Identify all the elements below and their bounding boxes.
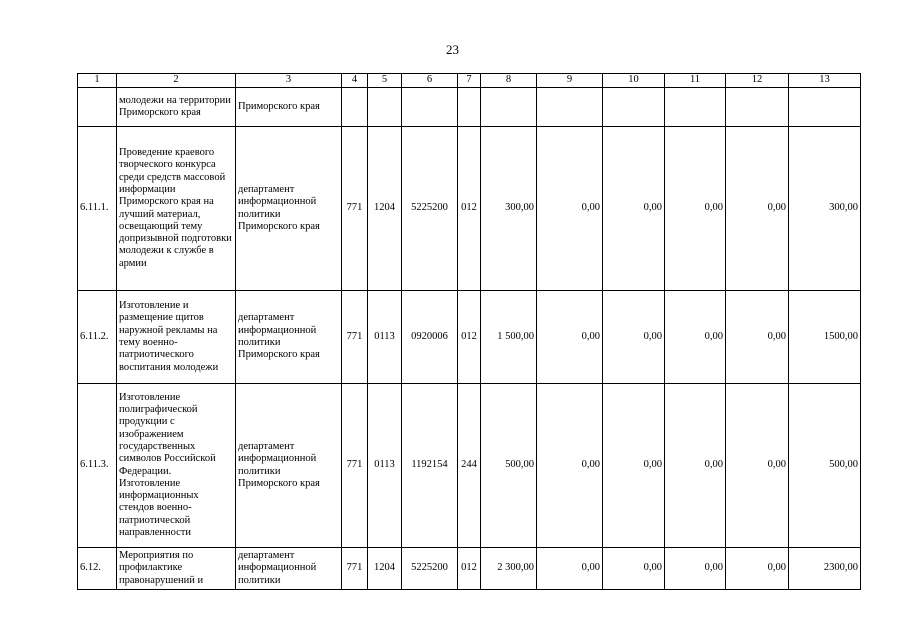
row-c10: 0,00	[603, 384, 665, 548]
row-executor: Приморского края	[236, 88, 342, 127]
budget-table	[77, 73, 861, 590]
table-row	[78, 127, 861, 291]
row-c9: 0,00	[537, 291, 603, 384]
column-header: 7	[458, 74, 481, 88]
row-executor: департамент информационной политики Приморского края	[236, 384, 342, 548]
row-c7	[458, 88, 481, 127]
row-c8	[481, 88, 537, 127]
column-header: 6	[402, 74, 458, 88]
row-c10	[603, 88, 665, 127]
row-c5: 1204	[368, 548, 402, 590]
row-code	[78, 88, 117, 127]
row-c13: 300,00	[789, 127, 861, 291]
row-c13	[789, 88, 861, 127]
row-c10: 0,00	[603, 548, 665, 590]
row-c6	[402, 88, 458, 127]
column-header: 12	[726, 74, 789, 88]
page-number: 23	[446, 42, 459, 57]
row-c6: 5225200	[402, 127, 458, 291]
row-c7: 012	[458, 548, 481, 590]
row-code: 6.12.	[78, 548, 117, 590]
row-name: Мероприятия по профилактике правонарушений и	[117, 548, 236, 590]
column-header: 13	[789, 74, 861, 88]
row-c12	[726, 88, 789, 127]
row-c12: 0,00	[726, 384, 789, 548]
row-c6: 0920006	[402, 291, 458, 384]
row-c11: 0,00	[665, 548, 726, 590]
row-c4: 771	[342, 548, 368, 590]
row-c11: 0,00	[665, 384, 726, 548]
table-row	[78, 384, 861, 548]
row-c13: 1500,00	[789, 291, 861, 384]
row-c9	[537, 88, 603, 127]
row-c7: 012	[458, 291, 481, 384]
row-c11	[665, 88, 726, 127]
row-c5	[368, 88, 402, 127]
row-c13: 500,00	[789, 384, 861, 548]
table-row	[78, 88, 861, 127]
column-header: 1	[78, 74, 117, 88]
column-header: 9	[537, 74, 603, 88]
row-code: 6.11.2.	[78, 291, 117, 384]
row-c5: 0113	[368, 291, 402, 384]
row-c11: 0,00	[665, 291, 726, 384]
row-c8: 300,00	[481, 127, 537, 291]
row-c4: 771	[342, 127, 368, 291]
row-c4: 771	[342, 291, 368, 384]
row-name: молодежи на территории Приморского края	[117, 88, 236, 127]
row-executor: департамент информационной политики Приморского края	[236, 127, 342, 291]
row-c12: 0,00	[726, 127, 789, 291]
header-row	[78, 74, 861, 88]
column-header: 8	[481, 74, 537, 88]
row-c7: 244	[458, 384, 481, 548]
table-row	[78, 291, 861, 384]
column-header: 2	[117, 74, 236, 88]
row-c9: 0,00	[537, 127, 603, 291]
row-c8: 2 300,00	[481, 548, 537, 590]
row-c10: 0,00	[603, 127, 665, 291]
column-header: 10	[603, 74, 665, 88]
row-c9: 0,00	[537, 548, 603, 590]
row-c5: 0113	[368, 384, 402, 548]
row-c7: 012	[458, 127, 481, 291]
row-c10: 0,00	[603, 291, 665, 384]
column-header: 4	[342, 74, 368, 88]
row-executor: департамент информационной политики Приморского края	[236, 291, 342, 384]
column-header: 3	[236, 74, 342, 88]
row-code: 6.11.1.	[78, 127, 117, 291]
row-c6: 5225200	[402, 548, 458, 590]
row-c13: 2300,00	[789, 548, 861, 590]
table-row	[78, 548, 861, 590]
row-code: 6.11.3.	[78, 384, 117, 548]
row-c12: 0,00	[726, 291, 789, 384]
column-header: 11	[665, 74, 726, 88]
row-name: Проведение краевого творческого конкурса среди средств массовой информации Приморского края на лучший материал, освещающий тему допризывной подготовки молодежи к службе в армии	[117, 127, 236, 291]
row-c4	[342, 88, 368, 127]
row-c11: 0,00	[665, 127, 726, 291]
row-c8: 500,00	[481, 384, 537, 548]
column-header: 5	[368, 74, 402, 88]
row-name: Изготовление полиграфической продукции с изображением государственных символов Российской Федерации. Изготовление информационных стендов военно-патриотической направленности	[117, 384, 236, 548]
row-c5: 1204	[368, 127, 402, 291]
row-c9: 0,00	[537, 384, 603, 548]
row-c4: 771	[342, 384, 368, 548]
row-c12: 0,00	[726, 548, 789, 590]
row-executor: департамент информационной политики	[236, 548, 342, 590]
row-name: Изготовление и размещение щитов наружной рекламы на тему военно-патриотического воспитания молодежи	[117, 291, 236, 384]
row-c6: 1192154	[402, 384, 458, 548]
row-c8: 1 500,00	[481, 291, 537, 384]
